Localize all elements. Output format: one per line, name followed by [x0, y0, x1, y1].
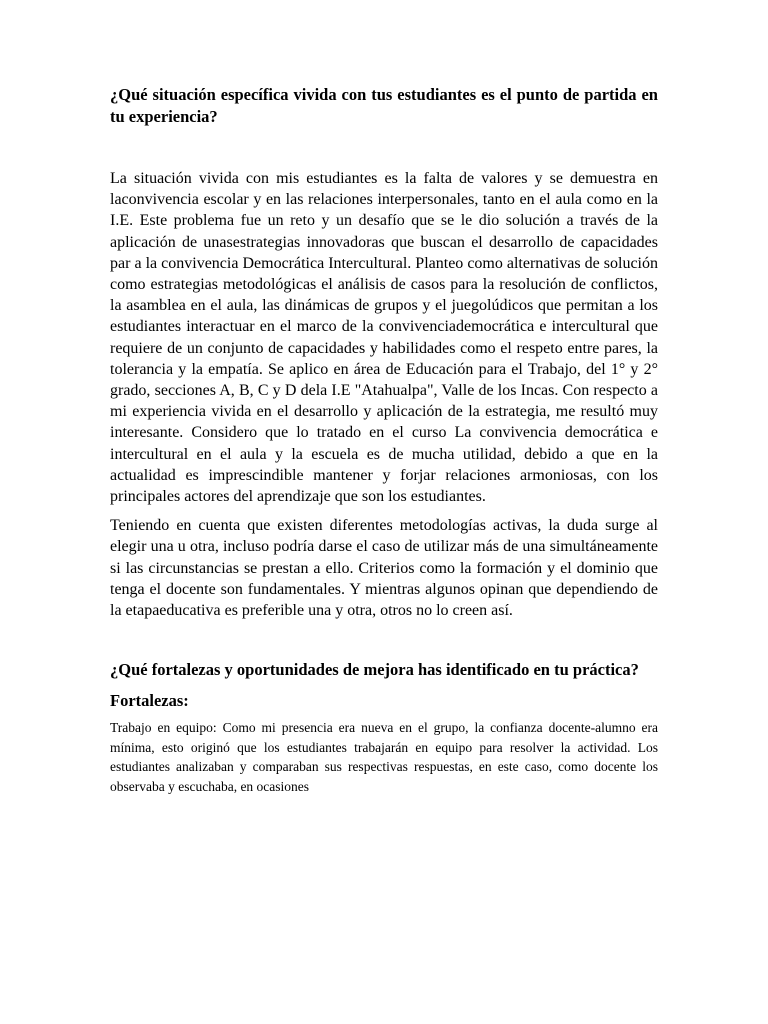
body-paragraph-3: Trabajo en equipo: Como mi presencia era nueva en el grupo, la confianza docente-alumno era mínima, esto originó que los estudiantes trabajarán en equipo para resolver la actividad. Los estudiantes analizaban y comparaban sus respectivas respuestas, en este caso, como docente los observaba y escuchaba, en ocasiones: [110, 720, 658, 794]
body-paragraph-2: Teniendo en cuenta que existen diferentes metodologías activas, la duda surge al elegir una u otra, incluso podría darse el caso de utilizar más de una simultáneamente si las circunstancias se prestan a ello. Criterios como la formación y el dominio que tenga el docente son fundamentales. Y mientras algunos opinan que dependiendo de la etapaeducativa es preferible una y otra, otros no lo creen así.: [110, 517, 658, 620]
strengths-heading: Fortalezas:: [110, 691, 189, 711]
document-page: [110, 84, 658, 796]
question-heading-2: ¿Qué fortalezas y oportunidades de mejora has identificado en tu práctica?: [110, 660, 639, 680]
body-paragraph-1: La situación vivida con mis estudiantes es la falta de valores y se demuestra en laconvivencia escolar y en las relaciones interpersonales, tanto en el aula como en la I.E. Este problema fue un reto y un desafío que se le dio solución a través de la aplicación de unasestrategias innovadoras que buscan el desarrollo de capacidades par a la convivencia Democrática Intercultural. Planteo como alternativas de solución como estrategias metodológicas el análisis de casos para la resolución de conflictos, la asamblea en el aula, las dinámicas de grupos y el juegolúdicos que permitan a los estudiantes interactuar en el marco de la convivenciademocrática e intercultural que requiere de un conjunto de capacidades y habilidades como el respeto entre pares, la tolerancia y la empatía. Se aplico en área de Educación para el Trabajo, del 1° y 2° grado, secciones A, B, C y D dela I.E "Atahualpa", Valle de los Incas. Con respecto a mi experiencia vivida en el desarrollo y aplicación de la estrategia, me resultó muy interesante. Considero que lo tratado en el curso La convivencia democrática e intercultural en el aula y la escuela es de mucha utilidad, debido a que en la actualidad es imprescindible mantener y forjar relaciones armoniosas, con los principales actores del aprendizaje que son los estudiantes.: [110, 170, 658, 506]
question-heading-1: ¿Qué situación específica vivida con tus estudiantes es el punto de partida en tu experiencia?: [110, 85, 658, 126]
